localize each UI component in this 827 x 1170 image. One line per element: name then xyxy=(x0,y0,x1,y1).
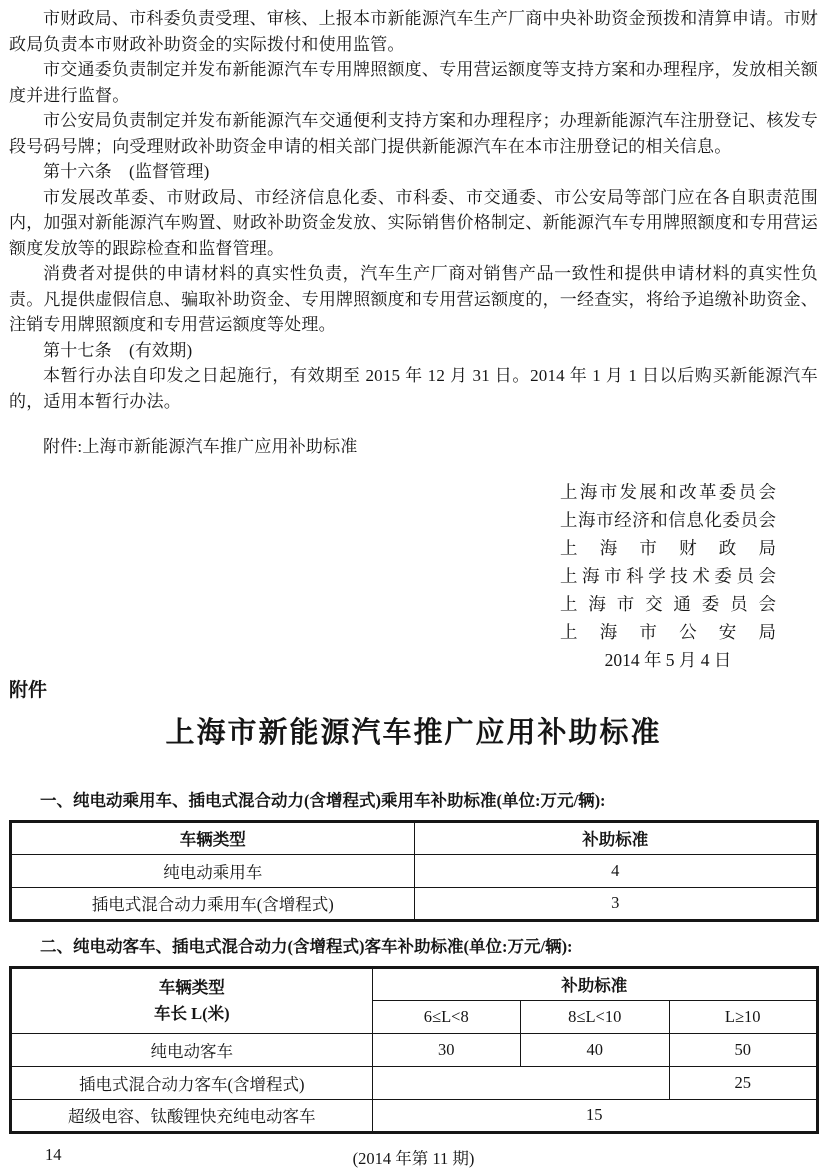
signature-line-economy-informatization: 上海市经济和信息化委员会 xyxy=(560,509,776,530)
table1-passenger-car-subsidy xyxy=(9,820,819,922)
table2-row1-label: 纯电动客车 xyxy=(11,1033,373,1066)
table2-row1-value-8-10: 40 xyxy=(521,1033,669,1066)
signature-line-development-reform: 上海市发展和改革委员会 xyxy=(560,481,776,502)
table1-header-vehicle-type: 车辆类型 xyxy=(11,821,415,854)
table2-header-vehicle-type: 车辆类型 xyxy=(158,977,225,997)
article-17-heading: 第十七条 (有效期) xyxy=(43,340,193,360)
table2-row3-value-all: 15 xyxy=(372,1099,817,1132)
signature-line-transport-commission: 上海市交通委员会 xyxy=(560,593,776,614)
table2-subheader-8-10: 8≤L<10 xyxy=(521,1000,669,1033)
page-number: 14 xyxy=(45,1144,62,1164)
table2-row1-value-ge-10: 50 xyxy=(669,1033,818,1066)
signature-line-finance-bureau: 上海市财政局 xyxy=(560,537,776,558)
table-row xyxy=(11,1033,818,1066)
signature-block xyxy=(560,478,776,674)
table2-header-subsidy-group: 补助标准 xyxy=(372,967,817,1000)
paragraph-validity-period: 本暂行办法自印发之日起施行，有效期至 2015 年 12 月 31 日。2014 年 1 月 1 日以后购买新能源汽车的，适用本暂行办法。 xyxy=(9,366,818,411)
table2-caption: 二、纯电动客车、插电式混合动力(含增程式)客车补助标准(单位:万元/辆): xyxy=(40,936,573,956)
signature-date: 2014 年 5 月 4 日 xyxy=(604,649,732,670)
table2-header-vehicle-length: 车长 L(米) xyxy=(153,1003,230,1023)
attachment-label: 附件 xyxy=(9,679,48,701)
attachment-title: 上海市新能源汽车推广应用补助标准 xyxy=(165,716,662,749)
table2-row3-label: 超级电容、钛酸锂快充纯电动客车 xyxy=(11,1099,373,1132)
table2-row2-empty-cell xyxy=(372,1066,669,1099)
table1-row1-value: 4 xyxy=(414,854,818,887)
table2-bus-subsidy xyxy=(9,966,819,1134)
paragraph-finance-bureau-duty: 市财政局、市科委负责受理、审核、上报本市新能源汽车生产厂商中央补助资金预拨和清算申请。市财政局负责本市财政补助资金的实际拨付和使用监管。 xyxy=(9,9,818,54)
table-row xyxy=(11,1066,818,1099)
article-16-heading: 第十六条 (监督管理) xyxy=(43,162,210,181)
attachment-reference-line: 附件:上海市新能源汽车推广应用补助标准 xyxy=(43,437,358,456)
table1-row2-label: 插电式混合动力乘用车(含增程式) xyxy=(11,887,415,920)
paragraph-supervision: 市发展改革委、市财政局、市经济信息化委、市科委、市交通委、市公安局等部门应在各自职责范围内，加强对新能源汽车购置、财政补助资金发放、实际销售价格制定、新能源汽车专用牌照额度和专用营运额度发放等的跟踪检查和监督管理。 xyxy=(9,187,818,258)
table2-subheader-ge-10: L≥10 xyxy=(669,1000,818,1033)
issue-label: (2014 年第 11 期) xyxy=(352,1148,475,1168)
paragraph-transport-commission-duty: 市交通委负责制定并发布新能源汽车专用牌照额度、专用营运额度等支持方案和办理程序，发放相关额度并进行监督。 xyxy=(9,60,818,105)
table1-row1-label: 纯电动乘用车 xyxy=(11,854,415,887)
signature-line-public-security: 上海市公安局 xyxy=(560,621,776,642)
table2-header-vehicle-type-length xyxy=(11,967,373,1033)
table-row xyxy=(11,887,818,920)
paragraph-consumer-responsibility: 消费者对提供的申请材料的真实性负责，汽车生产厂商对销售产品一致性和提供申请材料的真实性负责。凡提供虚假信息、骗取补助资金、专用牌照额度和专用营运额度的，一经查实，将给予追缴补助资金、注销专用牌照额度和专用营运额度等处理。 xyxy=(9,264,818,334)
policy-text-section xyxy=(9,6,818,460)
table2-row1-value-6-8: 30 xyxy=(372,1033,520,1066)
table-row xyxy=(11,854,818,887)
table1-header-subsidy-standard: 补助标准 xyxy=(414,821,818,854)
table2-header-row1 xyxy=(11,967,818,1000)
table2-row2-value-ge-10: 25 xyxy=(669,1066,818,1099)
table2-row2-label: 插电式混合动力客车(含增程式) xyxy=(11,1066,373,1099)
signature-line-science-technology: 上海市科学技术委员会 xyxy=(560,565,776,586)
table1-header-row xyxy=(11,821,818,854)
table1-caption: 一、纯电动乘用车、插电式混合动力(含增程式)乘用车补助标准(单位:万元/辆): xyxy=(40,790,606,810)
table2-subheader-6-8: 6≤L<8 xyxy=(372,1000,520,1033)
page-footer xyxy=(9,1145,818,1170)
table-row xyxy=(11,1099,818,1132)
table1-row2-value: 3 xyxy=(414,887,818,920)
paragraph-public-security-duty: 市公安局负责制定并发布新能源汽车交通便利支持方案和办理程序；办理新能源汽车注册登记、核发专段号码号牌；向受理财政补助资金申请的相关部门提供新能源汽车在本市注册登记的相关信息。 xyxy=(9,111,818,156)
